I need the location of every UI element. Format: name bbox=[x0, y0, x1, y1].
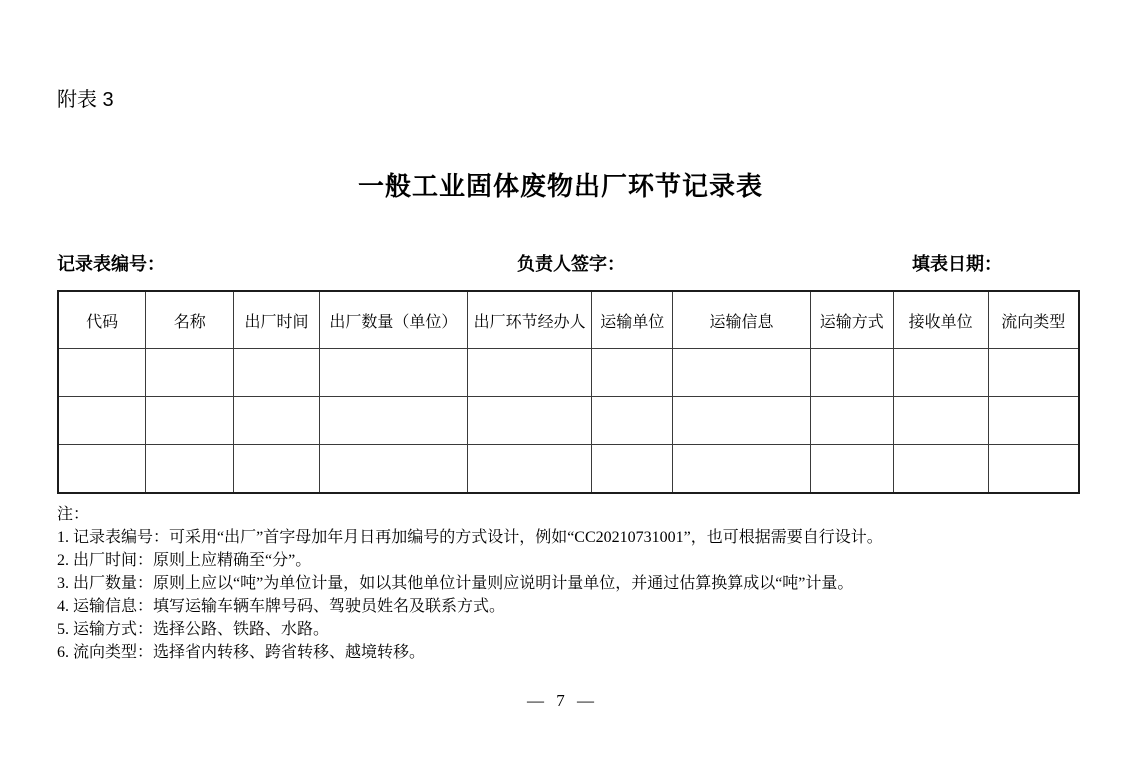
header-cell-transport-mode: 运输方式 bbox=[810, 291, 893, 349]
empty-cell bbox=[810, 349, 893, 397]
header-cell-transport-info: 运输信息 bbox=[673, 291, 811, 349]
record-table bbox=[57, 290, 1080, 494]
note-line: 6. 流向类型：选择省内转移、跨省转移、越境转移。 bbox=[57, 644, 426, 661]
header-cell-exit-time: 出厂时间 bbox=[234, 291, 320, 349]
empty-cell bbox=[673, 397, 811, 445]
note-line: 4. 运输信息：填写运输车辆车牌号码、驾驶员姓名及联系方式。 bbox=[57, 598, 506, 615]
note-line: 2. 出厂时间：原则上应精确至“分”。 bbox=[57, 552, 312, 569]
empty-cell bbox=[467, 397, 592, 445]
table-row bbox=[58, 349, 1079, 397]
note-line: 3. 出厂数量：原则上应以“吨”为单位计量，如以其他单位计量则应说明计量单位，并通过估算换算成以“吨”计量。 bbox=[57, 575, 854, 592]
empty-cell bbox=[893, 445, 988, 494]
header-cell-name: 名称 bbox=[146, 291, 234, 349]
empty-cell bbox=[592, 349, 673, 397]
empty-cell bbox=[146, 349, 234, 397]
empty-cell bbox=[592, 445, 673, 494]
empty-cell bbox=[467, 349, 592, 397]
header-cell-code: 代码 bbox=[58, 291, 146, 349]
header-cell-transport-unit: 运输单位 bbox=[592, 291, 673, 349]
header-cell-handler: 出厂环节经办人 bbox=[467, 291, 592, 349]
empty-cell bbox=[58, 445, 146, 494]
notes-section bbox=[57, 503, 1067, 664]
fill-date-label: 填表日期： bbox=[912, 254, 1002, 274]
empty-cell bbox=[673, 349, 811, 397]
empty-cell bbox=[234, 349, 320, 397]
empty-cell bbox=[810, 397, 893, 445]
empty-cell bbox=[988, 397, 1079, 445]
empty-cell bbox=[58, 397, 146, 445]
appendix-label: 附表 3 bbox=[57, 89, 114, 111]
empty-cell bbox=[319, 397, 467, 445]
table-row bbox=[58, 445, 1079, 494]
responsible-signature-label: 负责人签字： bbox=[517, 254, 625, 274]
table-header-row bbox=[58, 291, 1079, 349]
empty-cell bbox=[319, 349, 467, 397]
empty-cell bbox=[234, 445, 320, 494]
note-line: 1. 记录表编号：可采用“出厂”首字母加年月日再加编号的方式设计，例如“CC20210731001”，也可根据需要自行设计。 bbox=[57, 529, 883, 546]
note-line: 5. 运输方式：选择公路、铁路、水路。 bbox=[57, 621, 330, 638]
empty-cell bbox=[893, 349, 988, 397]
empty-cell bbox=[810, 445, 893, 494]
empty-cell bbox=[58, 349, 146, 397]
header-cell-flow-type: 流向类型 bbox=[988, 291, 1079, 349]
page-number: — 7 — bbox=[527, 691, 594, 710]
record-number-label: 记录表编号： bbox=[57, 254, 165, 274]
empty-cell bbox=[988, 349, 1079, 397]
empty-cell bbox=[234, 397, 320, 445]
empty-cell bbox=[146, 397, 234, 445]
header-cell-exit-quantity: 出厂数量（单位） bbox=[319, 291, 467, 349]
notes-title: 注： bbox=[57, 506, 90, 523]
table-row bbox=[58, 397, 1079, 445]
empty-cell bbox=[592, 397, 673, 445]
empty-cell bbox=[673, 445, 811, 494]
empty-cell bbox=[467, 445, 592, 494]
empty-cell bbox=[893, 397, 988, 445]
empty-cell bbox=[319, 445, 467, 494]
empty-cell bbox=[988, 445, 1079, 494]
header-cell-receiving-unit: 接收单位 bbox=[893, 291, 988, 349]
page-title: 一般工业固体废物出厂环节记录表 bbox=[357, 171, 763, 201]
empty-cell bbox=[146, 445, 234, 494]
